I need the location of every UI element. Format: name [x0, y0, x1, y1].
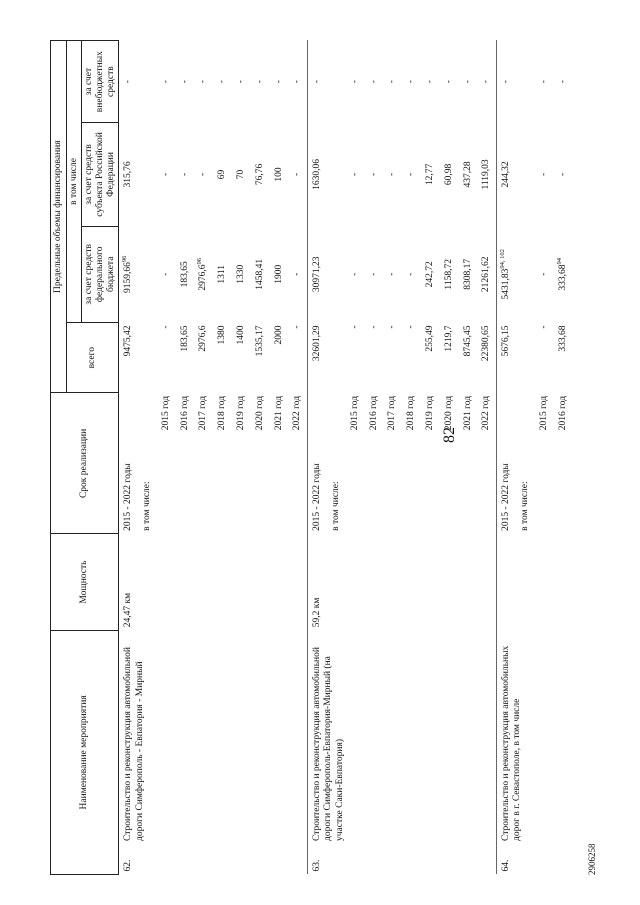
row-term: 2015 год	[160, 395, 171, 431]
row-term: 2020 год	[254, 395, 265, 431]
row-extrabudget: -	[387, 80, 398, 84]
row-capacity	[497, 534, 573, 630]
row-term: 2015 - 2022 годы	[497, 393, 516, 534]
header-limits: Предельные объемы финансирования	[51, 41, 67, 393]
header-capacity: Мощность	[51, 534, 119, 630]
row-total: 1400	[235, 325, 246, 345]
row-term: 2020 год	[443, 395, 454, 431]
federal-footnote: 94, 102	[499, 249, 507, 269]
row-term: 2019 год	[424, 395, 435, 431]
header-total: всего	[66, 322, 119, 392]
row-term: 2018 год	[406, 395, 417, 431]
row-regional: 12,77	[424, 163, 435, 186]
row-total: 255,49	[424, 325, 435, 352]
row-regional: 60,98	[443, 163, 454, 186]
row-total: -	[160, 325, 171, 329]
row-term: 2017 год	[198, 395, 209, 431]
row-regional: -	[557, 172, 568, 177]
row-federal	[477, 226, 496, 322]
row-regional: -	[368, 172, 379, 177]
row-regional	[516, 123, 535, 226]
row-total: -	[349, 325, 360, 329]
row-extrabudget	[327, 41, 346, 123]
row-extrabudget: -	[349, 80, 360, 84]
page-number: 82	[441, 427, 458, 443]
row-federal	[516, 226, 535, 322]
row-extrabudget: -	[443, 80, 454, 84]
federal-value: -	[387, 272, 398, 276]
federal-value: 1900	[273, 264, 284, 284]
row-term: 2019 год	[235, 395, 246, 431]
row-extrabudget: -	[368, 80, 379, 84]
row-extrabudget: -	[497, 41, 516, 123]
row-regional: -	[179, 172, 190, 177]
row-extrabudget: -	[179, 80, 190, 84]
document-number: 2906258	[587, 843, 597, 875]
row-term: 2022 год	[481, 395, 492, 431]
table-body	[119, 41, 573, 875]
row-regional: 1630,06	[308, 123, 327, 226]
row-regional: 315,76	[119, 123, 138, 226]
row-total: 9475,42	[119, 322, 138, 392]
table-row	[497, 41, 516, 875]
federal-value: 1330	[235, 264, 246, 284]
row-total: 8745,45	[462, 325, 473, 357]
federal-value: -	[406, 272, 417, 276]
federal-value: -	[292, 272, 303, 276]
financing-table	[50, 40, 572, 875]
federal-footnote: 96	[121, 255, 129, 263]
row-federal	[458, 226, 477, 322]
row-regional: 70	[235, 169, 246, 180]
row-federal	[383, 226, 402, 322]
row-regional	[138, 123, 157, 226]
row-regional: 76,76	[254, 163, 265, 186]
row-activity-name: Строительство и реконструкция автомобильной дороги Симферополь-Евпатория-Мирный (на участке Саки-Евпатория)	[308, 630, 497, 844]
row-regional: 1119,03	[481, 159, 492, 190]
row-term: 2016 год	[179, 395, 190, 431]
federal-value: -	[538, 272, 549, 276]
federal-value: 1311	[217, 264, 228, 284]
row-federal	[364, 226, 383, 322]
row-federal	[553, 226, 572, 322]
row-term: 2021 год	[462, 395, 473, 431]
row-extrabudget: -	[406, 80, 417, 84]
row-total: 1535,17	[254, 325, 265, 357]
table-header	[51, 41, 119, 875]
row-index: 63.	[308, 844, 497, 875]
federal-value: 9159,66	[123, 262, 134, 293]
row-extrabudget: -	[481, 80, 492, 84]
header-extrabudget: за счет внебюджетных средств	[82, 41, 119, 123]
header-term: Срок реализации	[51, 393, 119, 534]
row-regional: 69	[217, 169, 228, 180]
row-extrabudget: -	[217, 80, 228, 84]
header-name: Наименование мероприятия	[51, 630, 119, 874]
row-term: в том числе:	[330, 481, 341, 531]
row-total: -	[292, 325, 303, 329]
federal-footnote: 94	[555, 257, 563, 265]
row-extrabudget: -	[198, 80, 209, 84]
header-federal: за счет средств федерального бюджета	[82, 226, 119, 322]
row-term: 2016 год	[557, 395, 568, 431]
row-federal	[176, 226, 195, 322]
row-regional: -	[292, 172, 303, 177]
federal-value: 5431,83	[501, 268, 512, 300]
row-extrabudget	[138, 41, 157, 123]
row-federal	[119, 226, 138, 322]
row-federal	[157, 226, 176, 322]
row-federal	[270, 226, 289, 322]
row-regional: 100	[273, 167, 284, 182]
row-total: 2000	[273, 325, 284, 345]
federal-value: 1158,72	[443, 259, 454, 290]
table-row	[308, 41, 327, 875]
federal-value: 183,65	[179, 261, 190, 288]
row-federal	[288, 226, 307, 322]
row-capacity: 24,47 км	[119, 534, 308, 630]
row-total: -	[368, 325, 379, 329]
row-federal	[138, 226, 157, 322]
row-extrabudget: -	[424, 80, 435, 84]
federal-footnote: 96	[196, 257, 204, 265]
row-capacity: 59,2 км	[308, 534, 497, 630]
row-extrabudget	[516, 41, 535, 123]
row-activity-name: Строительство и реконструкция автомобильной дороги Симферополь - Евпатория - Мирный	[119, 630, 308, 844]
row-total: -	[538, 325, 549, 329]
row-regional: -	[406, 172, 417, 177]
header-regional: за счет средств субъекта Российской Федерации	[82, 123, 119, 226]
row-total: -	[406, 325, 417, 329]
row-federal	[308, 226, 327, 322]
row-term: 2015 - 2022 годы	[119, 393, 138, 534]
federal-value: 21261,62	[481, 256, 492, 293]
row-total: 333,68	[557, 325, 568, 352]
row-regional: -	[198, 172, 209, 177]
row-extrabudget: -	[292, 80, 303, 84]
row-term: 2021 год	[273, 395, 284, 431]
row-term: 2018 год	[217, 395, 228, 431]
row-total	[327, 322, 346, 392]
row-term: 2015 год	[538, 395, 549, 431]
row-total	[516, 322, 535, 392]
row-federal	[440, 226, 459, 322]
row-federal	[497, 226, 516, 322]
rotated-page-content	[40, 0, 600, 875]
row-total: 1380	[217, 325, 228, 345]
row-extrabudget: -	[308, 41, 327, 123]
header-including: в том числе	[66, 41, 82, 323]
row-term: в том числе:	[519, 481, 530, 531]
row-regional	[327, 123, 346, 226]
row-regional: -	[387, 172, 398, 177]
federal-value: 333,68	[557, 264, 568, 291]
federal-value: 2976,6	[198, 264, 209, 291]
table-row	[119, 41, 138, 875]
row-extrabudget: -	[462, 80, 473, 84]
row-federal	[421, 226, 440, 322]
row-regional: 244,32	[497, 123, 516, 226]
row-federal	[535, 226, 554, 322]
federal-value: 242,72	[424, 261, 435, 288]
federal-value: -	[349, 272, 360, 276]
row-federal	[327, 226, 346, 322]
row-index: 64.	[497, 844, 573, 875]
row-federal	[402, 226, 421, 322]
row-extrabudget: -	[235, 80, 246, 84]
row-index: 62.	[119, 844, 308, 875]
row-total: 183,65	[179, 325, 190, 352]
row-federal	[194, 226, 213, 322]
row-term: 2015 - 2022 годы	[308, 393, 327, 534]
row-activity-name: Строительство и реконструкция автомобильных дорог в г. Севастополе, в том числе	[497, 630, 573, 844]
federal-value: -	[368, 272, 379, 276]
row-total: 2976,6	[198, 325, 209, 352]
row-regional: 437,28	[462, 161, 473, 188]
row-regional: -	[538, 172, 549, 177]
row-term: 2016 год	[368, 395, 379, 431]
federal-value: 1458,41	[254, 258, 265, 290]
row-extrabudget: -	[119, 41, 138, 123]
row-total: 32601,29	[308, 322, 327, 392]
federal-value: -	[160, 272, 171, 276]
row-total	[138, 322, 157, 392]
federal-value: 8308,17	[462, 258, 473, 290]
row-term: 2017 год	[387, 395, 398, 431]
row-total: -	[387, 325, 398, 329]
row-total: 1219,7	[443, 325, 454, 352]
row-total: 5676,15	[497, 322, 516, 392]
row-extrabudget: -	[557, 80, 568, 84]
row-extrabudget: -	[254, 80, 265, 84]
row-federal	[232, 226, 251, 322]
row-term: 2015 год	[349, 395, 360, 431]
row-term: в том числе:	[142, 481, 152, 531]
federal-value: 30971,23	[312, 256, 323, 293]
row-regional: -	[160, 172, 171, 177]
row-federal	[346, 226, 365, 322]
row-extrabudget: -	[538, 80, 549, 84]
row-total: 22380,65	[481, 325, 492, 362]
row-term: 2022 год	[292, 395, 303, 431]
row-federal	[213, 226, 232, 322]
row-extrabudget: -	[273, 80, 284, 84]
row-extrabudget: -	[160, 80, 171, 84]
row-federal	[251, 226, 270, 322]
row-regional: -	[349, 172, 360, 177]
